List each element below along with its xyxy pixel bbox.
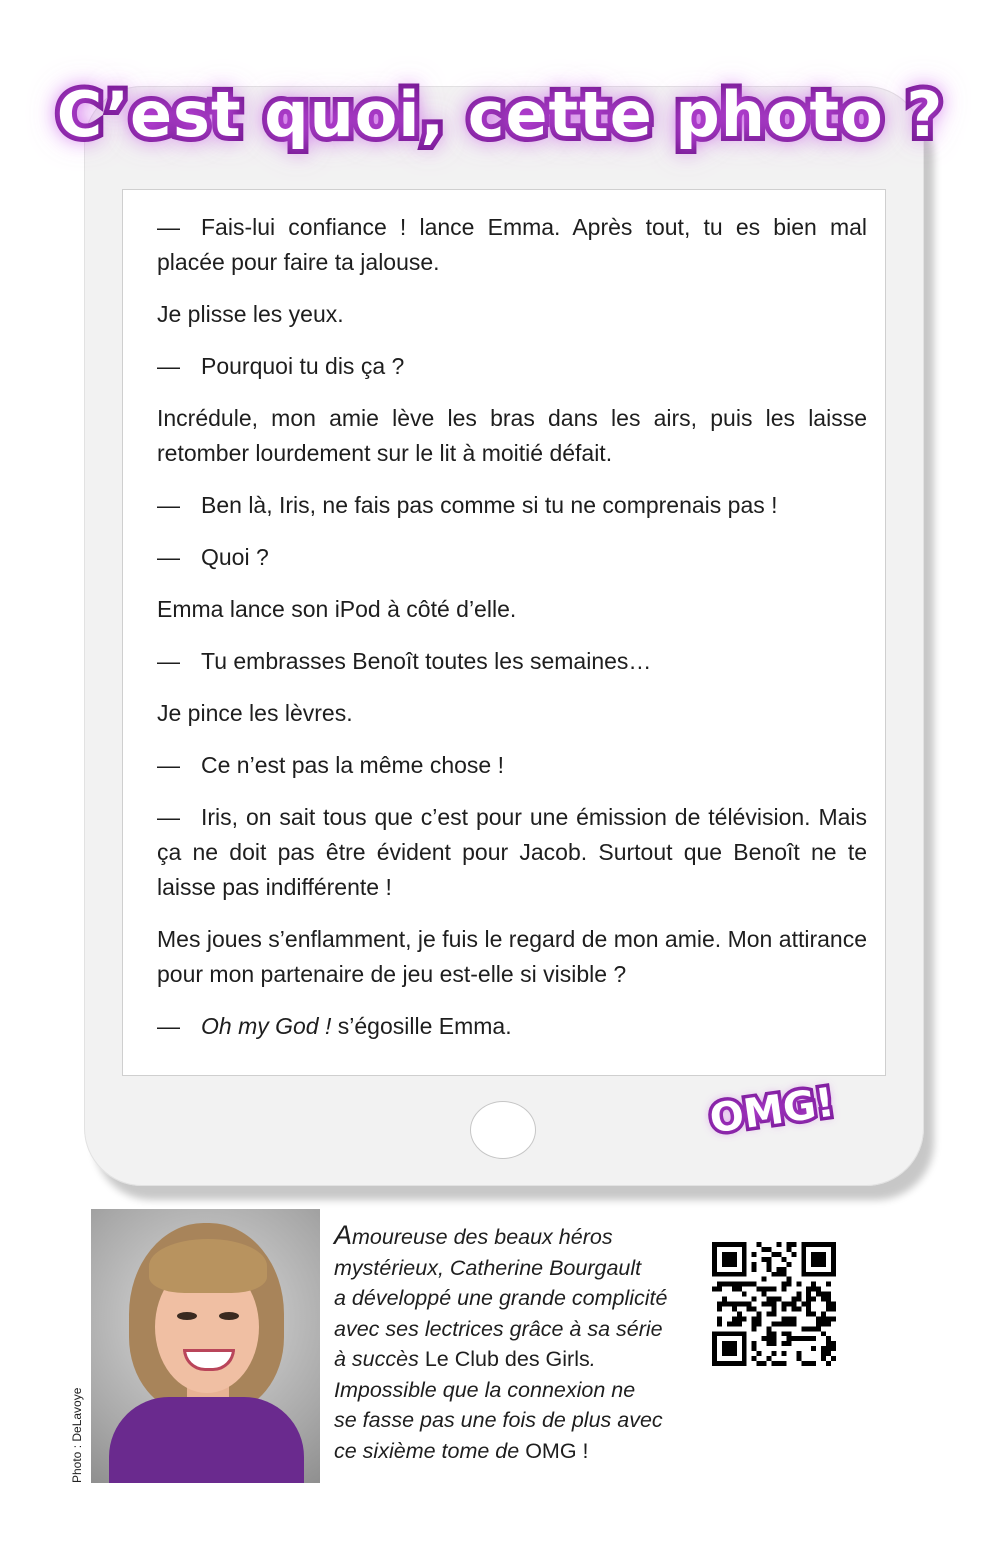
qr-module [737, 1316, 742, 1321]
qr-module [821, 1321, 826, 1326]
story-paragraph [157, 210, 867, 280]
qr-module [727, 1302, 732, 1307]
story-paragraph [157, 488, 867, 523]
qr-module [816, 1316, 821, 1321]
qr-module [762, 1257, 767, 1262]
qr-module [722, 1302, 727, 1307]
bio-line [334, 1283, 706, 1314]
bio-text-run: ce sixième tome de [334, 1438, 526, 1463]
story-paragraph [157, 401, 867, 471]
qr-module [717, 1306, 722, 1311]
qr-module [767, 1331, 772, 1336]
qr-module [737, 1282, 742, 1287]
bio-line [334, 1436, 706, 1467]
qr-module [722, 1252, 737, 1267]
qr-module [786, 1321, 791, 1326]
qr-module [821, 1311, 826, 1316]
qr-module [806, 1326, 811, 1331]
bio-line [334, 1314, 706, 1345]
qr-module [772, 1321, 777, 1326]
qr-module [717, 1302, 722, 1307]
qr-module [752, 1297, 757, 1302]
qr-module [772, 1341, 777, 1346]
dialogue-dash: — [157, 804, 180, 830]
qr-module [781, 1267, 786, 1272]
qr-module [826, 1336, 831, 1341]
bio-text-run: a développé une grande complicité [334, 1286, 668, 1310]
qr-module [796, 1282, 801, 1287]
qr-module [821, 1356, 826, 1361]
qr-module [732, 1302, 737, 1307]
qr-module [806, 1361, 811, 1366]
qr-module [796, 1336, 801, 1341]
qr-module [816, 1326, 821, 1331]
qr-module [767, 1247, 772, 1252]
qr-module [752, 1282, 757, 1287]
dialogue-dash: — [157, 353, 180, 379]
qr-module [826, 1282, 831, 1287]
qr-module [772, 1311, 777, 1316]
qr-module [796, 1297, 801, 1302]
qr-module [781, 1282, 786, 1287]
qr-module [831, 1346, 836, 1351]
qr-module [732, 1282, 737, 1287]
qr-module [737, 1287, 742, 1292]
qr-module [786, 1341, 791, 1346]
qr-module [732, 1287, 737, 1292]
qr-module [781, 1316, 786, 1321]
qr-module [826, 1341, 831, 1346]
qr-module [772, 1252, 777, 1257]
bio-text-run: se fasse pas une fois de plus avec [334, 1408, 663, 1432]
qr-module [826, 1321, 831, 1326]
qr-module [811, 1361, 816, 1366]
qr-module [762, 1361, 767, 1366]
qr-module [742, 1316, 747, 1321]
qr-module [742, 1282, 747, 1287]
qr-module [791, 1321, 796, 1326]
story-text-run: s’égosille Emma. [331, 1013, 512, 1039]
qr-module [776, 1242, 781, 1247]
qr-module [826, 1302, 831, 1307]
qr-module [781, 1331, 786, 1336]
qr-module [762, 1247, 767, 1252]
qr-module [791, 1316, 796, 1321]
qr-module [801, 1326, 806, 1331]
story-text-run: Pourquoi tu dis ça ? [201, 353, 405, 379]
story-text-run: Emma lance son iPod à côté d’elle. [157, 596, 517, 622]
qr-module [831, 1316, 836, 1321]
dialogue-dash: — [157, 648, 180, 674]
story-text-run: Oh my God ! [201, 1013, 332, 1039]
qr-module [791, 1242, 796, 1247]
qr-module [747, 1282, 752, 1287]
qr-module [786, 1282, 791, 1287]
qr-module [757, 1311, 762, 1316]
qr-module [791, 1306, 796, 1311]
dialogue-dash: — [157, 492, 180, 518]
qr-module [732, 1321, 737, 1326]
qr-module [786, 1331, 791, 1336]
qr-module [722, 1297, 727, 1302]
qr-module [776, 1272, 781, 1277]
qr-module [826, 1297, 831, 1302]
story-paragraph [157, 1009, 867, 1044]
qr-module [806, 1311, 811, 1316]
bio-text-run: à succès [334, 1347, 425, 1371]
qr-module [811, 1252, 826, 1267]
qr-module [821, 1346, 826, 1351]
qr-module [717, 1282, 722, 1287]
qr-module [752, 1356, 757, 1361]
qr-module [776, 1267, 781, 1272]
qr-module [752, 1252, 757, 1257]
story-text-run: Incrédule, mon amie lève les bras dans les airs, puis les laisse retomber lourdement sur le lit à moitié défait. [157, 405, 867, 466]
story-text [157, 210, 867, 1061]
qr-module [821, 1292, 826, 1297]
qr-module [757, 1242, 762, 1247]
bio-text-run: A [334, 1220, 353, 1250]
omg-logo: OMG! [706, 1079, 838, 1143]
qr-module [776, 1297, 781, 1302]
home-button [470, 1101, 536, 1159]
story-paragraph [157, 748, 867, 783]
page-title: C’est quoi, cette photo ? [56, 78, 944, 151]
qr-module [801, 1302, 806, 1307]
author-bio [334, 1220, 706, 1466]
story-paragraph [157, 922, 867, 992]
qr-module [811, 1311, 816, 1316]
qr-module [811, 1336, 816, 1341]
bio-line [334, 1405, 706, 1436]
qr-module [786, 1336, 791, 1341]
story-paragraph [157, 696, 867, 731]
qr-module [786, 1262, 791, 1267]
photo-eye-right [219, 1312, 239, 1320]
story-text-run: Ben là, Iris, ne fais pas comme si tu ne comprenais pas ! [201, 492, 778, 518]
qr-module [831, 1302, 836, 1307]
story-text-run: Tu embrasses Benoît toutes les semaines… [201, 648, 652, 674]
qr-module [752, 1316, 757, 1321]
qr-module [791, 1336, 796, 1341]
qr-module [791, 1302, 796, 1307]
qr-module [767, 1336, 772, 1341]
qr-module [791, 1297, 796, 1302]
qr-module [786, 1316, 791, 1321]
qr-module [717, 1287, 722, 1292]
qr-module [821, 1351, 826, 1356]
qr-module [772, 1272, 777, 1277]
qr-module [781, 1351, 786, 1356]
bio-line [334, 1220, 706, 1253]
qr-module [712, 1287, 717, 1292]
qr-module [786, 1277, 791, 1282]
qr-module [767, 1302, 772, 1307]
bio-text-run: Le Club des Girls [424, 1347, 590, 1371]
qr-module [781, 1321, 786, 1326]
qr-module [781, 1302, 786, 1307]
qr-module [767, 1341, 772, 1346]
qr-module [826, 1346, 831, 1351]
qr-module [757, 1361, 762, 1366]
story-paragraph [157, 800, 867, 905]
qr-module [752, 1306, 757, 1311]
qr-module [762, 1287, 767, 1292]
photo-credit: Photo : DeLavoye [70, 1387, 84, 1483]
qr-module [757, 1287, 762, 1292]
qr-module [752, 1326, 757, 1331]
qr-module [737, 1302, 742, 1307]
bio-text-run: . [589, 1347, 596, 1371]
qr-module [717, 1321, 722, 1326]
qr-module [831, 1341, 836, 1346]
qr-module [826, 1316, 831, 1321]
story-text-run: Ce n’est pas la même chose ! [201, 752, 504, 778]
qr-module [806, 1287, 811, 1292]
qr-module [757, 1316, 762, 1321]
story-paragraph [157, 297, 867, 332]
qr-module [816, 1292, 821, 1297]
qr-module [801, 1361, 806, 1366]
qr-module [767, 1287, 772, 1292]
qr-module [717, 1316, 722, 1321]
qr-module [747, 1306, 752, 1311]
qr-module [752, 1262, 757, 1267]
story-paragraph [157, 540, 867, 575]
qr-module [826, 1306, 831, 1311]
qr-module [747, 1302, 752, 1307]
qr-module [722, 1341, 737, 1356]
qr-module [737, 1311, 742, 1316]
qr-module [806, 1336, 811, 1341]
bio-line [334, 1253, 706, 1284]
qr-module [772, 1302, 777, 1307]
qr-module [742, 1302, 747, 1307]
qr-module [762, 1292, 767, 1297]
story-paragraph [157, 644, 867, 679]
qr-module [762, 1277, 767, 1282]
dialogue-dash: — [157, 752, 180, 778]
qr-module [781, 1341, 786, 1346]
bio-text-run: Impossible que la connexion ne [334, 1377, 636, 1402]
bio-text-run: moureuse des beaux héros [352, 1225, 613, 1249]
qr-code-icon [712, 1242, 836, 1366]
qr-module [762, 1302, 767, 1307]
qr-module [816, 1321, 821, 1326]
story-text-run: Je plisse les yeux. [157, 301, 344, 327]
qr-module [781, 1272, 786, 1277]
qr-module [767, 1297, 772, 1302]
dialogue-dash: — [157, 214, 180, 240]
qr-module [762, 1336, 767, 1341]
qr-module [806, 1297, 811, 1302]
qr-module [826, 1351, 831, 1356]
story-text-run: Mes joues s’enflamment, je fuis le regard de mon amie. Mon attirance pour mon partenaire de jeu est-elle si visible ? [157, 926, 867, 987]
bio-line [334, 1375, 706, 1406]
qr-module [722, 1282, 727, 1287]
qr-module [772, 1297, 777, 1302]
qr-module [796, 1351, 801, 1356]
qr-module [806, 1306, 811, 1311]
qr-module [752, 1321, 757, 1326]
qr-module [752, 1267, 757, 1272]
qr-module [732, 1306, 737, 1311]
qr-module [767, 1262, 772, 1267]
qr-module [831, 1306, 836, 1311]
qr-module [786, 1247, 791, 1252]
story-paragraph [157, 592, 867, 627]
qr-module [821, 1331, 826, 1336]
qr-module [757, 1351, 762, 1356]
qr-module [772, 1306, 777, 1311]
photo-bangs [149, 1239, 267, 1293]
qr-module [776, 1361, 781, 1366]
qr-module [811, 1287, 816, 1292]
qr-module [732, 1316, 737, 1321]
qr-module [772, 1287, 777, 1292]
qr-module [767, 1267, 772, 1272]
qr-module [772, 1361, 777, 1366]
bio-text-run: OMG ! [525, 1438, 589, 1463]
qr-module [826, 1361, 831, 1366]
qr-module [781, 1287, 786, 1292]
qr-module [786, 1302, 791, 1307]
photo-eye-left [177, 1312, 197, 1320]
dialogue-dash: — [157, 1013, 180, 1039]
qr-module [801, 1336, 806, 1341]
story-text-run: Je pince les lèvres. [157, 700, 353, 726]
qr-module [786, 1242, 791, 1247]
story-text-run: Iris, on sait tous que c’est pour une émission de télévision. Mais ça ne doit pas être évident pour Jacob. Surtout que Benoît ne te laisse pas indifférente ! [157, 804, 867, 900]
dialogue-dash: — [157, 544, 180, 570]
qr-module [811, 1297, 816, 1302]
qr-module [821, 1316, 826, 1321]
qr-module [806, 1302, 811, 1307]
qr-module [767, 1257, 772, 1262]
qr-module [776, 1321, 781, 1326]
qr-module [727, 1282, 732, 1287]
story-text-run: Fais-lui confiance ! lance Emma. Après tout, tu es bien mal placée pour faire ta jalouse. [157, 214, 867, 275]
qr-module [772, 1351, 777, 1356]
qr-module [806, 1292, 811, 1297]
qr-module [776, 1252, 781, 1257]
qr-module [831, 1356, 836, 1361]
story-text-run: Quoi ? [201, 544, 269, 570]
qr-module [781, 1361, 786, 1366]
qr-module [767, 1326, 772, 1331]
qr-module [752, 1346, 757, 1351]
qr-module [772, 1331, 777, 1336]
qr-module [811, 1282, 816, 1287]
bio-line [334, 1344, 706, 1375]
qr-module [791, 1252, 796, 1257]
qr-module [796, 1306, 801, 1311]
qr-module [727, 1321, 732, 1326]
qr-module [737, 1321, 742, 1326]
qr-module [772, 1336, 777, 1341]
qr-module [752, 1341, 757, 1346]
qr-module [816, 1287, 821, 1292]
qr-module [781, 1306, 786, 1311]
story-paragraph [157, 349, 867, 384]
photo-shirt [109, 1397, 304, 1483]
qr-module [781, 1257, 786, 1262]
qr-module [826, 1292, 831, 1297]
qr-module [811, 1346, 816, 1351]
qr-module [757, 1321, 762, 1326]
bio-text-run: avec ses lectrices grâce à sa série [334, 1316, 663, 1341]
qr-module [796, 1356, 801, 1361]
qr-module [821, 1297, 826, 1302]
qr-module [742, 1292, 747, 1297]
qr-module [767, 1311, 772, 1316]
bio-text-run: mystérieux, Catherine Bourgault [334, 1255, 642, 1280]
qr-module [796, 1292, 801, 1297]
qr-module [767, 1356, 772, 1361]
qr-module [811, 1326, 816, 1331]
author-photo [91, 1209, 320, 1483]
